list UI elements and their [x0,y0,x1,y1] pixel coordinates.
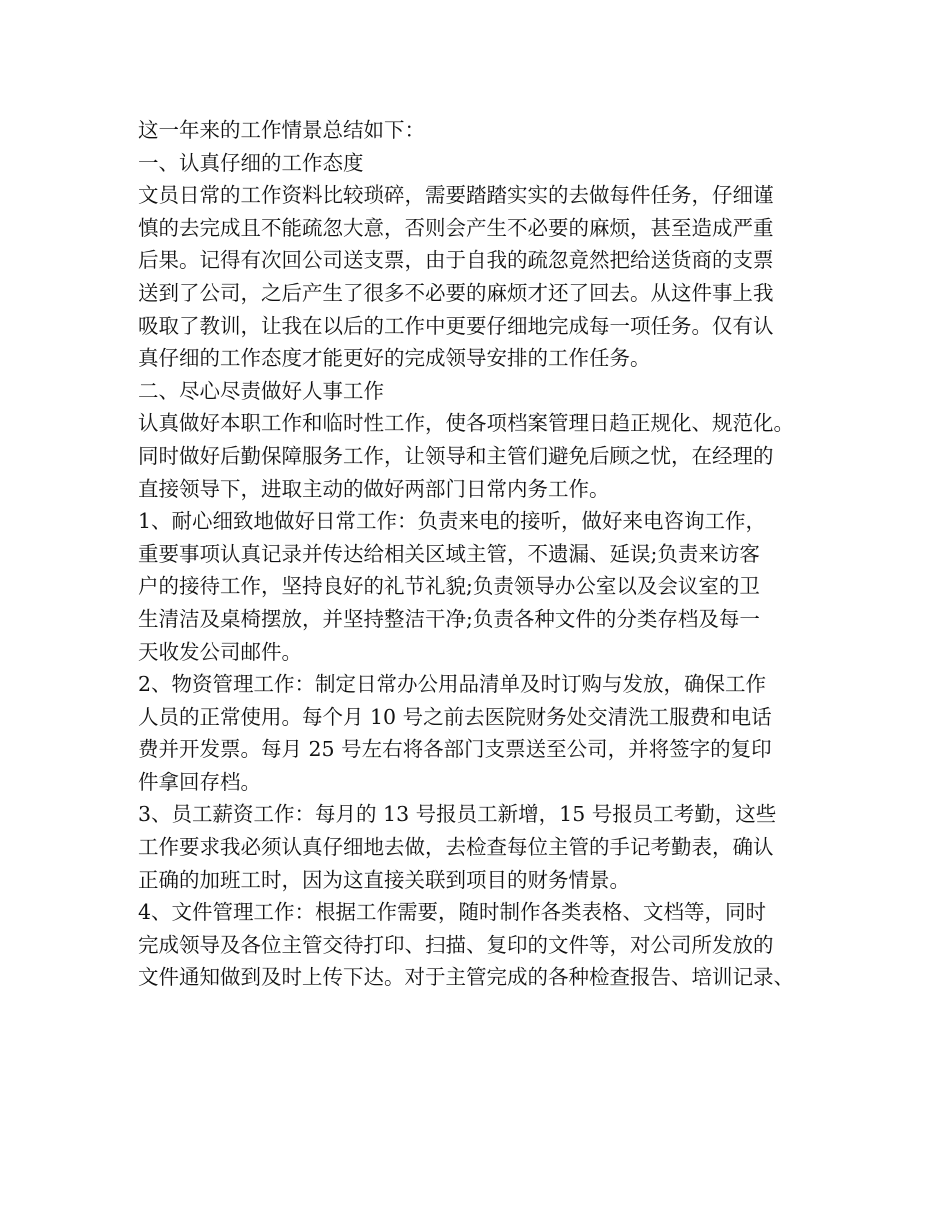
list-item-4-line: 完成领导及各位主管交待打印、扫描、复印的文件等，对公司所发放的 [138,932,774,957]
paragraph-line: 认真做好本职工作和临时性工作，使各项档案管理日趋正规化、规范化。 [138,411,794,436]
list-item-1-line: 1、耐心细致地做好日常工作：负责来电的接听，做好来电咨询工作， [138,509,767,534]
list-item-1-line: 重要事项认真记录并传达给相关区域主管，不遗漏、延误;负责来访客 [138,541,760,566]
list-item-3-line: 3、员工薪资工作：每月的 13 号报员工新增，15 号报员工考勤，这些 [138,802,777,827]
section-heading-1: 一、认真仔细的工作态度 [138,150,364,175]
list-item-2-line: 人员的正常使用。每个月 10 号之前去医院财务处交清洗工服费和电话 [138,704,772,729]
document-body [138,114,828,994]
section-heading-2: 二、尽心尽责做好人事工作 [138,378,384,403]
paragraph-line: 慎的去完成且不能疏忽大意，否则会产生不必要的麻烦，甚至造成严重 [138,215,774,240]
intro-line: 这一年来的工作情景总结如下： [138,118,425,142]
paragraph-line: 同时做好后勤保障服务工作，让领导和主管们避免后顾之忧，在经理的 [138,443,774,468]
list-item-4-line: 文件通知做到及时上传下达。对于主管完成的各种检查报告、培训记录、 [138,965,794,990]
paragraph-line: 真仔细的工作态度才能更好的完成领导安排的工作任务。 [138,346,651,371]
list-item-1-line: 天收发公司邮件。 [138,639,302,664]
paragraph-line: 送到了公司，之后产生了很多不必要的麻烦才还了回去。从这件事上我 [138,280,774,305]
list-item-1-line: 生清洁及桌椅摆放，并坚持整洁干净;负责各种文件的分类存档及每一 [138,606,760,631]
paragraph-line: 后果。记得有次回公司送支票，由于自我的疏忽竟然把给送货商的支票 [138,248,774,273]
paragraph-line: 直接领导下，进取主动的做好两部门日常内务工作。 [138,476,610,501]
list-item-1-line: 户的接待工作，坚持良好的礼节礼貌;负责领导办公室以及会议室的卫 [138,574,760,599]
list-item-2-line: 2、物资管理工作：制定日常办公用品清单及时订购与发放，确保工作 [138,672,767,697]
list-item-4-line: 4、文件管理工作：根据工作需要，随时制作各类表格、文档等，同时 [138,900,767,925]
list-item-2-line: 件拿回存档。 [138,769,261,794]
paragraph-line: 吸取了教训，让我在以后的工作中更要仔细地完成每一项任务。仅有认 [138,313,774,338]
paragraph-line: 文员日常的工作资料比较琐碎，需要踏踏实实的去做每件任务，仔细谨 [138,183,774,208]
list-item-3-line: 工作要求我必须认真仔细地去做，去检查每位主管的手记考勤表，确认 [138,835,774,860]
list-item-3-line: 正确的加班工时，因为这直接关联到项目的财务情景。 [138,867,630,892]
list-item-2-line: 费并开发票。每月 25 号左右将各部门支票送至公司，并将签字的复印 [138,737,772,762]
